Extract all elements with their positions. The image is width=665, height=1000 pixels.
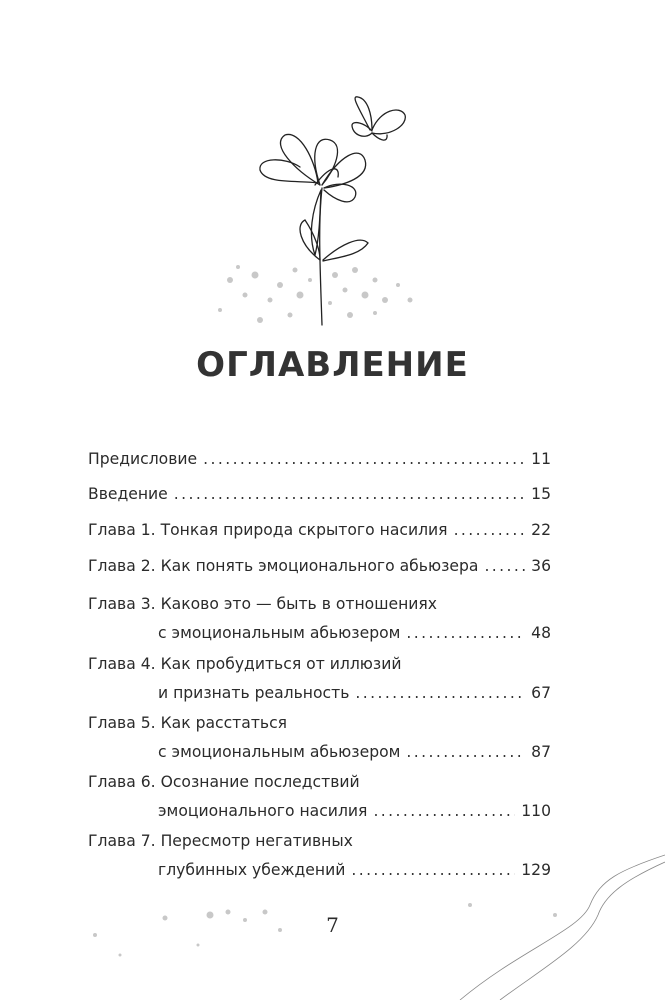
toc-entry-title: Предисловие — [88, 450, 198, 468]
toc-entry-title: Глава 1. Тонкая природа скрытого насилия — [88, 521, 448, 539]
toc-page-number: 87 — [531, 743, 551, 761]
toc-page-number: 129 — [521, 861, 551, 879]
toc-entry-title: Глава 5. Как расстаться — [88, 714, 288, 732]
toc-entry-title: Глава 2. Как понять эмоционального абьюзера — [88, 557, 479, 575]
toc-entry-title-cont: с эмоциональным абьюзером — [158, 743, 401, 761]
toc-page-number: 110 — [521, 802, 551, 820]
toc-entry-title: Глава 6. Осознание последствий — [88, 773, 360, 791]
toc-page-number: 11 — [531, 450, 551, 468]
toc-title: ОГЛАВЛЕНИЕ — [196, 345, 469, 385]
toc-page-number: 36 — [531, 557, 551, 575]
toc-entry-title-cont: с эмоциональным абьюзером — [158, 624, 401, 642]
toc-entry-title: Глава 7. Пересмотр негативных — [88, 832, 353, 850]
toc-entry-title: Глава 4. Как пробудиться от иллюзий — [88, 655, 402, 673]
toc-entry-title-cont: глубинных убеждений — [158, 861, 346, 879]
toc-page-number: 15 — [531, 485, 551, 503]
toc-page-number: 67 — [531, 684, 551, 702]
toc-entry-title: Введение — [88, 485, 168, 503]
toc-entry-title-cont: эмоционального насилия — [158, 802, 368, 820]
toc-entry-title: Глава 3. Каково это — быть в отношениях — [88, 595, 438, 613]
toc-entry-title-cont: и признать реальность — [158, 684, 350, 702]
toc-page-number: 22 — [531, 521, 551, 539]
page-number: 7 — [326, 913, 339, 937]
toc-page-number: 48 — [531, 624, 551, 642]
